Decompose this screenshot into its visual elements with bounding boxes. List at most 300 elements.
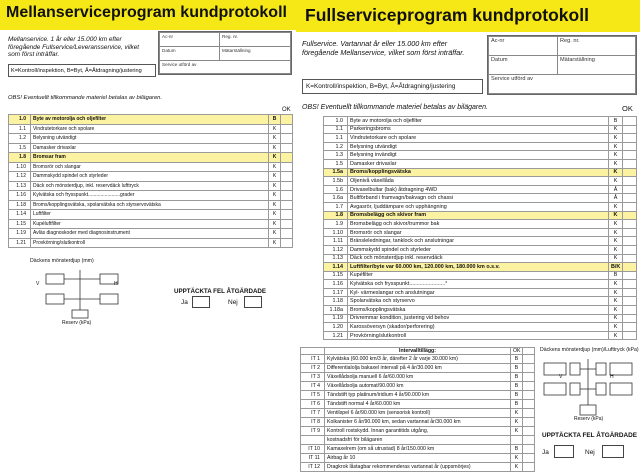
item-text: Bultförband i framvagn/bakvagn och chassi bbox=[348, 194, 609, 203]
item-mark: B bbox=[609, 271, 623, 280]
item-mark: K bbox=[269, 191, 281, 201]
fullservice-description: Fullservice. Vartannat år eller 15.000 km efter föregående Mellanservice, vilket som först inträffar. bbox=[302, 39, 465, 57]
item-code: 1.15 bbox=[9, 219, 31, 229]
item-code: 1.19 bbox=[9, 229, 31, 239]
table-row bbox=[301, 454, 535, 463]
item-code: 1.8 bbox=[324, 211, 348, 220]
item-mark: B bbox=[511, 364, 523, 373]
table-row bbox=[324, 254, 637, 263]
ok-checkbox[interactable] bbox=[623, 142, 637, 151]
item-code: IT 3 bbox=[301, 373, 325, 382]
item-mark: K bbox=[511, 409, 523, 418]
item-code: 1.19 bbox=[324, 314, 348, 323]
mellanservice-legend: K=Kontroll/inspektion, B=Byt, Å=Åtdragning/justering bbox=[8, 64, 156, 77]
item-mark: K bbox=[609, 323, 623, 332]
item-text: Kolkanister 6 år/90.000 km, sedan vartannat år/30.000 km bbox=[325, 418, 511, 427]
table-row bbox=[324, 159, 637, 168]
item-text: Kylvätska (60.000 km/3 år, därefter 2 år varje 30.000 km) bbox=[325, 355, 511, 364]
table-row bbox=[301, 355, 535, 364]
tire-left-label: V bbox=[36, 281, 40, 287]
item-code: 1.15 bbox=[324, 271, 348, 280]
ok-checkbox[interactable] bbox=[281, 134, 293, 144]
table-row bbox=[9, 181, 293, 191]
item-code: 1.18a bbox=[324, 306, 348, 315]
item-text: Kylvätska och frysspunkt........................° bbox=[348, 280, 609, 289]
item-mark: K bbox=[269, 124, 281, 134]
item-mark: K bbox=[609, 288, 623, 297]
item-mark: K bbox=[269, 172, 281, 182]
item-text: Bromsbelägg och skivor fram bbox=[348, 211, 609, 220]
ok-checkbox[interactable] bbox=[523, 463, 535, 472]
item-mark: K bbox=[609, 245, 623, 254]
mellanservice-panel bbox=[0, 0, 296, 471]
item-code: 1.18 bbox=[9, 200, 31, 210]
item-code: 1.2 bbox=[324, 142, 348, 151]
interval-table bbox=[300, 347, 535, 472]
table-row bbox=[9, 191, 293, 201]
item-code: 1.13 bbox=[9, 181, 31, 191]
item-code: 1.5b bbox=[324, 177, 348, 186]
item-text: Dragkrok låstagbar rekommenderas vartannat år (uppsmörjes) bbox=[325, 463, 511, 472]
interval-header-spacer-2 bbox=[523, 348, 535, 355]
mellanservice-ok-header: OK bbox=[282, 107, 291, 113]
table-row bbox=[324, 314, 637, 323]
ok-checkbox[interactable] bbox=[623, 185, 637, 194]
item-mark: K bbox=[609, 297, 623, 306]
table-row bbox=[324, 280, 637, 289]
ok-checkbox[interactable] bbox=[623, 134, 637, 143]
ok-checkbox[interactable] bbox=[523, 391, 535, 400]
ok-checkbox[interactable] bbox=[281, 162, 293, 172]
table-row bbox=[324, 134, 637, 143]
item-text: Differentialolja bakaxel intervall på 4 år/30.000 km bbox=[325, 364, 511, 373]
item-mark: K bbox=[269, 210, 281, 220]
ok-checkbox[interactable] bbox=[523, 382, 535, 391]
ok-checkbox[interactable] bbox=[623, 168, 637, 177]
item-mark: K bbox=[269, 200, 281, 210]
item-code: IT 4 bbox=[301, 382, 325, 391]
table-row bbox=[301, 463, 535, 472]
ok-checkbox[interactable] bbox=[281, 143, 293, 153]
item-code: 1.14 bbox=[9, 210, 31, 220]
item-mark: B bbox=[511, 355, 523, 364]
ok-checkbox[interactable] bbox=[623, 263, 637, 272]
mellanservice-items-table bbox=[8, 114, 293, 248]
tire-right-label: H bbox=[114, 281, 118, 287]
item-code: 1.13 bbox=[324, 254, 348, 263]
ok-checkbox[interactable] bbox=[623, 159, 637, 168]
mellanservice-title: Mellanserviceprogram kundprotokoll bbox=[0, 0, 296, 30]
table-row bbox=[324, 194, 637, 203]
ok-checkbox[interactable] bbox=[281, 238, 293, 248]
fullservice-form bbox=[487, 35, 637, 95]
table-row bbox=[324, 220, 637, 229]
item-mark: K bbox=[269, 162, 281, 172]
item-mark: K bbox=[269, 134, 281, 144]
item-code: IT 6 bbox=[301, 400, 325, 409]
table-row bbox=[324, 306, 637, 315]
ok-checkbox[interactable] bbox=[281, 200, 293, 210]
ok-checkbox[interactable] bbox=[523, 373, 535, 382]
nej-checkbox[interactable] bbox=[602, 445, 624, 458]
ok-checkbox[interactable] bbox=[623, 211, 637, 220]
interval-title: Intervalltillägg: bbox=[325, 348, 511, 355]
matarstallning-field[interactable]: Mätarställning bbox=[219, 46, 291, 61]
item-text: Broms/kopplingsvätska bbox=[348, 306, 609, 315]
item-text: Oljenivå växellåda bbox=[348, 177, 609, 186]
item-mark: K bbox=[269, 229, 281, 239]
table-row bbox=[9, 229, 293, 239]
item-text: Drivaxelbultar (bak) åtdragning 4WD bbox=[348, 185, 609, 194]
tire-left-label: V bbox=[559, 374, 563, 380]
item-text: Dammskydd spindel och styrleder bbox=[348, 245, 609, 254]
ok-checkbox[interactable] bbox=[523, 418, 535, 427]
fullservice-ok-header: OK bbox=[622, 104, 633, 113]
item-text: Kylvätska och frysspunkt.......................grader bbox=[31, 191, 269, 201]
ja-checkbox[interactable] bbox=[192, 296, 210, 308]
item-code: 1.8 bbox=[9, 153, 31, 163]
ok-checkbox[interactable] bbox=[281, 172, 293, 182]
item-text: Bromsrör och slangar bbox=[348, 228, 609, 237]
table-row bbox=[301, 400, 535, 409]
item-text: Kyl- värmeslangar och anslutningar bbox=[348, 288, 609, 297]
interval-ok-header: OK bbox=[511, 348, 523, 355]
item-code: 1.5 bbox=[9, 143, 31, 153]
item-mark: B bbox=[511, 445, 523, 454]
ok-checkbox[interactable] bbox=[523, 400, 535, 409]
ok-checkbox[interactable] bbox=[523, 364, 535, 373]
table-row bbox=[324, 202, 637, 211]
item-text: Vindrutetorkare och spolare bbox=[31, 124, 269, 134]
item-text: Vindrutetorkare och spolare bbox=[348, 134, 609, 143]
item-code: IT 5 bbox=[301, 391, 325, 400]
item-text: Däck och mönsterdjup inkl. reservdäck bbox=[348, 254, 609, 263]
item-code: 1.12 bbox=[9, 172, 31, 182]
item-text: Parkeringsbroms bbox=[348, 125, 609, 134]
item-mark: K bbox=[609, 159, 623, 168]
item-code: 1.5 bbox=[324, 159, 348, 168]
item-mark: B bbox=[511, 400, 523, 409]
item-mark: K bbox=[609, 237, 623, 246]
tire-diagram bbox=[28, 264, 138, 322]
item-code: 1.16 bbox=[9, 191, 31, 201]
acnr-field[interactable]: Ac-nr bbox=[159, 32, 220, 47]
item-mark: K bbox=[511, 454, 523, 463]
item-code: 1.5a bbox=[324, 168, 348, 177]
item-code: 1.11 bbox=[324, 237, 348, 246]
service-utford-field[interactable]: Service utförd av bbox=[159, 60, 291, 74]
item-text: Luftfilter/byte var 60.000 km, 120.000 km, 180.000 km o.s.v. bbox=[348, 263, 609, 272]
ok-checkbox[interactable] bbox=[281, 219, 293, 229]
mellanservice-description: Mellanservice. 1 år eller 15.000 km efter föregående Fullservice/Leveransservice, vilket som först inträffar. bbox=[8, 36, 140, 59]
service-utford-field[interactable]: Service utförd av bbox=[488, 74, 636, 94]
item-code: 1.1 bbox=[324, 134, 348, 143]
item-mark: K bbox=[609, 177, 623, 186]
ok-checkbox[interactable] bbox=[623, 331, 637, 340]
item-mark: K bbox=[609, 314, 623, 323]
item-text: Växellådsolja manuell 6 år/60.000 km bbox=[325, 373, 511, 382]
ok-checkbox[interactable] bbox=[623, 125, 637, 134]
matarstallning-field[interactable]: Mätarställning bbox=[557, 55, 636, 75]
ja-checkbox[interactable] bbox=[554, 445, 574, 458]
item-mark: B/K bbox=[609, 263, 623, 272]
ok-checkbox[interactable] bbox=[623, 323, 637, 332]
table-row bbox=[9, 172, 293, 182]
item-text: Kamaxelrem (om så utrustad) 8 år/150.000 km bbox=[325, 445, 511, 454]
item-code: 1.6a bbox=[324, 194, 348, 203]
item-code: 1.20 bbox=[324, 323, 348, 332]
item-mark: K bbox=[609, 228, 623, 237]
ok-checkbox[interactable] bbox=[623, 202, 637, 211]
item-code: IT 7 bbox=[301, 409, 325, 418]
ok-checkbox[interactable] bbox=[623, 297, 637, 306]
item-code bbox=[301, 436, 325, 445]
item-code: 1.10 bbox=[324, 228, 348, 237]
item-code: 1.0 bbox=[324, 117, 348, 126]
table-row bbox=[324, 245, 637, 254]
item-text: Bromsar fram bbox=[31, 153, 269, 163]
nej-checkbox[interactable] bbox=[244, 296, 262, 308]
ok-checkbox[interactable] bbox=[281, 124, 293, 134]
item-mark: K bbox=[609, 151, 623, 160]
item-text: Kupéfilter bbox=[348, 271, 609, 280]
table-row bbox=[324, 177, 637, 186]
ok-checkbox[interactable] bbox=[623, 254, 637, 263]
mellanservice-obs: OBS! Eventuellt tillkommande materiel betalas av bilägaren. bbox=[8, 95, 163, 101]
item-text: Belysning invändigt bbox=[348, 151, 609, 160]
item-mark: K bbox=[269, 143, 281, 153]
table-row bbox=[301, 436, 535, 445]
item-mark: K bbox=[609, 306, 623, 315]
table-row bbox=[301, 445, 535, 454]
table-row bbox=[9, 134, 293, 144]
item-mark: K bbox=[609, 168, 623, 177]
item-mark: K bbox=[511, 463, 523, 472]
ok-checkbox[interactable] bbox=[523, 454, 535, 463]
item-mark: B bbox=[609, 117, 623, 126]
ja-label: Ja bbox=[181, 299, 188, 306]
item-mark: B bbox=[511, 382, 523, 391]
table-row bbox=[324, 142, 637, 151]
item-mark: B bbox=[511, 391, 523, 400]
table-row bbox=[9, 238, 293, 248]
item-code: IT 1 bbox=[301, 355, 325, 364]
ok-checkbox[interactable] bbox=[281, 153, 293, 163]
item-text: Byte av motorolja och oljefilter bbox=[31, 115, 269, 125]
item-code: IT 12 bbox=[301, 463, 325, 472]
ok-checkbox[interactable] bbox=[623, 288, 637, 297]
nej-label: Nej bbox=[228, 299, 238, 306]
item-code: 1.1 bbox=[9, 124, 31, 134]
item-text: Växellådsolja automat/90.000 km bbox=[325, 382, 511, 391]
ok-checkbox[interactable] bbox=[523, 445, 535, 454]
item-code: 1.0 bbox=[9, 115, 31, 125]
ok-checkbox[interactable] bbox=[623, 314, 637, 323]
fullservice-title: Fullserviceprogram kundprotokoll bbox=[296, 0, 640, 32]
item-text: Broms/kopplingsvätska, spolarvätska och styrservovätska bbox=[31, 200, 269, 210]
acnr-field[interactable]: Ac-nr bbox=[488, 36, 558, 56]
table-row bbox=[324, 271, 637, 280]
ok-checkbox[interactable] bbox=[623, 271, 637, 280]
item-code: 1.7 bbox=[324, 202, 348, 211]
item-text: Tändstift typ platinum/iridium 4 år/90.000 km bbox=[325, 391, 511, 400]
ja-label: Ja bbox=[542, 449, 549, 456]
ok-checkbox[interactable] bbox=[281, 210, 293, 220]
mellanservice-form bbox=[158, 31, 292, 75]
item-text: Luftfilter bbox=[31, 210, 269, 220]
item-mark: K bbox=[511, 418, 523, 427]
upptackta-fel-heading: UPPTÄCKTA FEL ÅTGÄRDADE bbox=[542, 432, 638, 439]
fullservice-panel bbox=[296, 0, 640, 471]
ok-checkbox[interactable] bbox=[523, 409, 535, 418]
interval-header-spacer bbox=[301, 348, 325, 355]
item-text: Bromsbelägg och skivor/trummor bak bbox=[348, 220, 609, 229]
ok-checkbox[interactable] bbox=[623, 151, 637, 160]
spare-tire-label: Reserv (kPa) bbox=[62, 320, 92, 326]
item-text: Belysning utvändigt bbox=[348, 142, 609, 151]
ok-checkbox[interactable] bbox=[623, 220, 637, 229]
table-row bbox=[324, 151, 637, 160]
item-mark: K bbox=[609, 142, 623, 151]
item-text: Tändstift normal 4 år/60.000 km bbox=[325, 400, 511, 409]
table-row bbox=[324, 117, 637, 126]
table-row bbox=[324, 125, 637, 134]
ok-checkbox[interactable] bbox=[623, 280, 637, 289]
item-mark: K bbox=[609, 202, 623, 211]
table-row bbox=[324, 237, 637, 246]
item-code: IT 11 bbox=[301, 454, 325, 463]
item-text: Dammskydd spindel och styrleder bbox=[31, 172, 269, 182]
ok-checkbox[interactable] bbox=[623, 245, 637, 254]
upptackta-fel-heading: UPPTÄCKTA FEL ÅTGÄRDADE bbox=[174, 288, 267, 295]
item-code: IT 9 bbox=[301, 427, 325, 436]
item-mark bbox=[511, 436, 523, 445]
table-row bbox=[324, 331, 637, 340]
table-row bbox=[324, 228, 637, 237]
item-mark: K bbox=[609, 280, 623, 289]
item-text: Karossöversyn (skador/perforering) bbox=[348, 323, 609, 332]
nej-label: Nej bbox=[585, 449, 595, 456]
item-mark: K bbox=[269, 181, 281, 191]
table-row bbox=[9, 162, 293, 172]
table-row bbox=[324, 211, 637, 220]
regnr-field[interactable]: Reg. nr. bbox=[557, 36, 636, 56]
item-code: 1.1 bbox=[324, 125, 348, 134]
item-text: kostnadsfri för bilägaren bbox=[325, 436, 511, 445]
ok-checkbox[interactable] bbox=[623, 228, 637, 237]
item-text: Drivremmar kondition, justering vid behov bbox=[348, 314, 609, 323]
fullservice-obs: OBS! Eventuellt tillkommande materiel betalas av bilägaren. bbox=[302, 104, 488, 111]
item-mark: K bbox=[609, 254, 623, 263]
table-row bbox=[9, 124, 293, 134]
table-row bbox=[301, 364, 535, 373]
table-row bbox=[324, 263, 637, 272]
item-code: IT 10 bbox=[301, 445, 325, 454]
item-code: 1.3 bbox=[324, 151, 348, 160]
ok-checkbox[interactable] bbox=[523, 436, 535, 445]
item-mark: Å bbox=[609, 185, 623, 194]
spare-tire-label: Reserv (kPa) bbox=[574, 416, 604, 422]
item-mark: K bbox=[609, 220, 623, 229]
regnr-field[interactable]: Reg. nr. bbox=[219, 32, 291, 47]
ok-checkbox[interactable] bbox=[281, 191, 293, 201]
item-text: Damasker drivaxlar bbox=[31, 143, 269, 153]
ok-checkbox[interactable] bbox=[523, 355, 535, 364]
item-mark: K bbox=[269, 238, 281, 248]
ok-checkbox[interactable] bbox=[623, 306, 637, 315]
item-mark: Å bbox=[609, 194, 623, 203]
table-row bbox=[301, 427, 535, 436]
item-text: Ventilspel 6 år/90.000 km (sensorisk kontroll) bbox=[325, 409, 511, 418]
datum-field[interactable]: Datum bbox=[159, 46, 220, 61]
table-row bbox=[324, 185, 637, 194]
ok-checkbox[interactable] bbox=[281, 181, 293, 191]
item-text: Provkörning/slutkontroll bbox=[31, 238, 269, 248]
item-code: 1.2 bbox=[9, 134, 31, 144]
tire-depth-caption: Däckens mönsterdjup (mm) bbox=[30, 258, 94, 264]
datum-field[interactable]: Datum bbox=[488, 55, 558, 75]
tire-diagram bbox=[540, 355, 638, 419]
item-text: Avläs diagnoskoder med diagnosinstrument bbox=[31, 229, 269, 239]
item-code: 1.12 bbox=[324, 245, 348, 254]
table-row bbox=[9, 153, 293, 163]
item-code: IT 8 bbox=[301, 418, 325, 427]
ok-checkbox[interactable] bbox=[281, 229, 293, 239]
table-row bbox=[324, 288, 637, 297]
table-row bbox=[324, 297, 637, 306]
item-mark: K bbox=[269, 219, 281, 229]
fullservice-items-table bbox=[323, 116, 637, 340]
item-text: Spolarvätska och styrservo bbox=[348, 297, 609, 306]
item-text: Broms/kopplingsvätska bbox=[348, 168, 609, 177]
item-code: 1.6 bbox=[324, 185, 348, 194]
table-row bbox=[9, 200, 293, 210]
tire-depth-caption: Däckens mönsterdjup (mm)/Lufttryck (kPa) bbox=[540, 347, 639, 353]
item-text: Byte av motorolja och oljefilter bbox=[348, 117, 609, 126]
ok-checkbox[interactable] bbox=[623, 117, 637, 126]
item-mark: K bbox=[609, 125, 623, 134]
item-mark: K bbox=[609, 211, 623, 220]
tire-right-label: H bbox=[610, 374, 614, 380]
table-row bbox=[301, 418, 535, 427]
item-code: IT 2 bbox=[301, 364, 325, 373]
item-code: 1.17 bbox=[324, 288, 348, 297]
ok-checkbox[interactable] bbox=[281, 115, 293, 125]
item-code: 1.10 bbox=[9, 162, 31, 172]
item-mark: K bbox=[269, 153, 281, 163]
item-text: Airbag år 10 bbox=[325, 454, 511, 463]
item-text: Avgasrör, ljuddämpare och upphängning bbox=[348, 202, 609, 211]
table-row bbox=[9, 210, 293, 220]
item-mark: K bbox=[609, 134, 623, 143]
fullservice-legend: K=Kontroll/inspektion, B=Byt, Å=Åtdragning/justering bbox=[302, 79, 483, 94]
table-row bbox=[324, 168, 637, 177]
table-row bbox=[9, 115, 293, 125]
item-text: Belysning utvändigt bbox=[31, 134, 269, 144]
ok-checkbox[interactable] bbox=[623, 237, 637, 246]
item-text: Bränsleledningar, tanklock och anslutningar bbox=[348, 237, 609, 246]
ok-checkbox[interactable] bbox=[623, 177, 637, 186]
item-text: Provkörning/slutkontroll bbox=[348, 331, 609, 340]
item-text: Kontroll rostskydd. Innan garantitids utgång, bbox=[325, 427, 511, 436]
ok-checkbox[interactable] bbox=[523, 427, 535, 436]
item-text: Kupéluftfilter bbox=[31, 219, 269, 229]
item-mark: K bbox=[511, 427, 523, 436]
item-code: 1.14 bbox=[324, 263, 348, 272]
ok-checkbox[interactable] bbox=[623, 194, 637, 203]
item-code: 1.16 bbox=[324, 280, 348, 289]
item-text: Däck och mönsterdjup, inkl. reservdäck lufttryck bbox=[31, 181, 269, 191]
